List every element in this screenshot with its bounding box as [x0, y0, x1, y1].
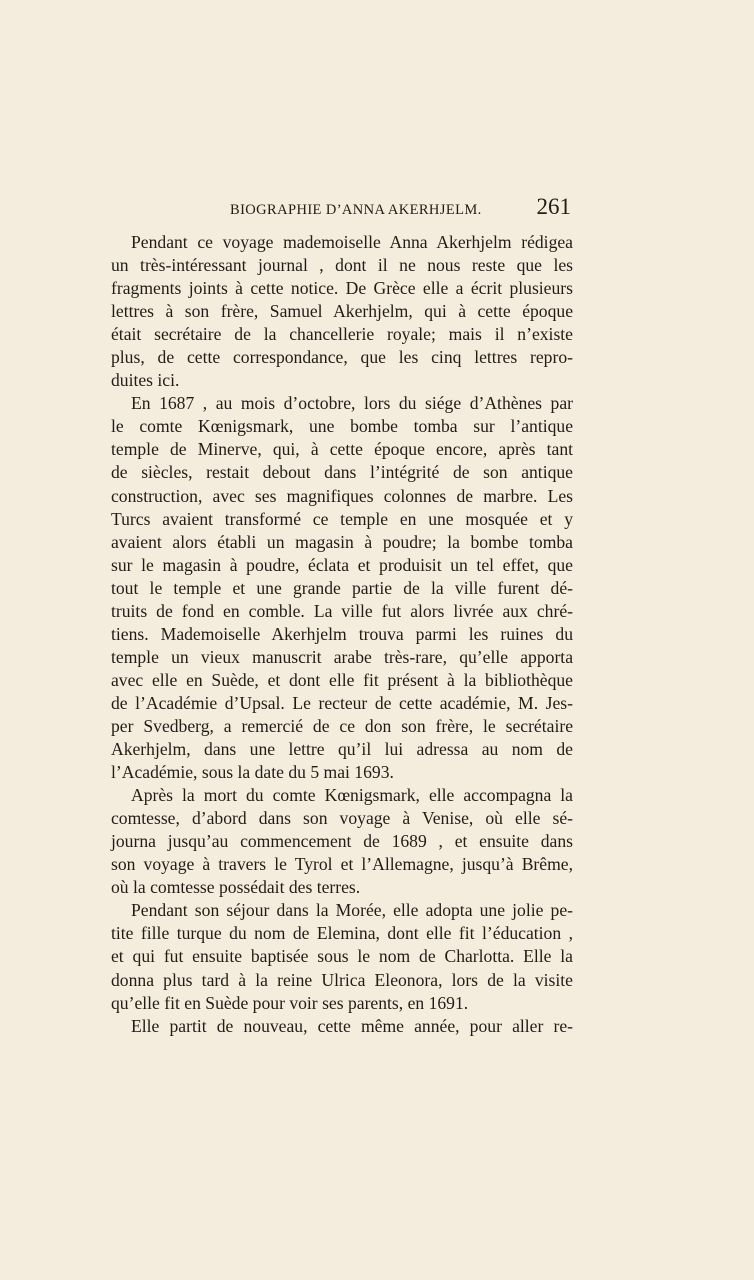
- text-line: temple de Minerve, qui, à cette époque encore, après tant: [111, 439, 573, 460]
- text-line: et qui fut ensuite baptisée sous le nom de Charlotta. Elle la: [111, 946, 573, 967]
- text-line: En 1687 , au mois d’octobre, lors du siége d’Athènes par: [131, 393, 573, 414]
- text-line: temple un vieux manuscrit arabe très-rare, qu’elle apporta: [111, 646, 573, 667]
- text-line: fragments joints à cette notice. De Grèce elle a écrit plusieurs: [111, 278, 573, 299]
- text-line: duites ici.: [111, 370, 180, 391]
- text-line: Elle partit de nouveau, cette même année, pour aller re-: [131, 1015, 573, 1036]
- text-line: de siècles, restait debout dans l’intégrité de son antique: [111, 462, 573, 483]
- text-line: per Svedberg, a remercié de ce don son frère, le secrétaire: [111, 715, 573, 736]
- text-line: sur le magasin à poudre, éclata et produisit un tel effet, que: [111, 554, 573, 575]
- text-line: plus, de cette correspondance, que les cinq lettres repro-: [111, 347, 573, 368]
- text-line: son voyage à travers le Tyrol et l’Allemagne, jusqu’à Brême,: [111, 854, 573, 875]
- running-title: BIOGRAPHIE D’ANNA AKERHJELM.: [230, 202, 482, 218]
- text-line: Turcs avaient transformé ce temple en une mosquée et y: [111, 508, 573, 529]
- body-text: [111, 231, 573, 1038]
- text-line: avec elle en Suède, et dont elle fit présent à la bibliothèque: [111, 669, 573, 690]
- page-number: 261: [536, 194, 571, 219]
- text-line: comtesse, d’abord dans son voyage à Venise, où elle sé-: [111, 808, 573, 829]
- page-header: [228, 194, 573, 224]
- text-line: Pendant ce voyage mademoiselle Anna Akerhjelm rédigea: [131, 232, 573, 252]
- text-line: où la comtesse possédait des terres.: [111, 877, 361, 898]
- text-line: truits de fond en comble. La ville fut alors livrée aux chré-: [111, 600, 573, 621]
- text-line: journa jusqu’au commencement de 1689 , et ensuite dans: [111, 831, 573, 852]
- text-line: Après la mort du comte Kœnigsmark, elle accompagna la: [131, 785, 573, 806]
- text-line: de l’Académie d’Upsal. Le recteur de cette académie, M. Jes-: [111, 692, 573, 713]
- text-line: tout le temple et une grande partie de la ville furent dé-: [111, 577, 573, 598]
- text-line: qu’elle fit en Suède pour voir ses parents, en 1691.: [111, 992, 469, 1013]
- text-line: tite fille turque du nom de Elemina, dont elle fit l’éducation ,: [111, 923, 573, 944]
- text-line: était secrétaire de la chancellerie royale; mais il n’existe: [111, 324, 573, 345]
- text-line: Akerhjelm, dans une lettre qu’il lui adressa au nom de: [111, 739, 573, 760]
- text-line: un très-intéressant journal , dont il ne nous reste que les: [111, 255, 573, 276]
- text-line: avaient alors établi un magasin à poudre; la bombe tomba: [111, 531, 573, 552]
- text-line: construction, avec ses magnifiques colonnes de marbre. Les: [111, 485, 573, 506]
- text-line: l’Académie, sous la date du 5 mai 1693.: [111, 762, 394, 783]
- text-line: donna plus tard à la reine Ulrica Eleonora, lors de la visite: [111, 969, 573, 990]
- text-line: lettres à son frère, Samuel Akerhjelm, qui à cette époque: [111, 301, 573, 322]
- text-line: tiens. Mademoiselle Akerhjelm trouva parmi les ruines du: [111, 623, 573, 644]
- text-line: Pendant son séjour dans la Morée, elle adopta une jolie pe-: [131, 900, 573, 921]
- text-line: le comte Kœnigsmark, une bombe tomba sur l’antique: [111, 416, 573, 437]
